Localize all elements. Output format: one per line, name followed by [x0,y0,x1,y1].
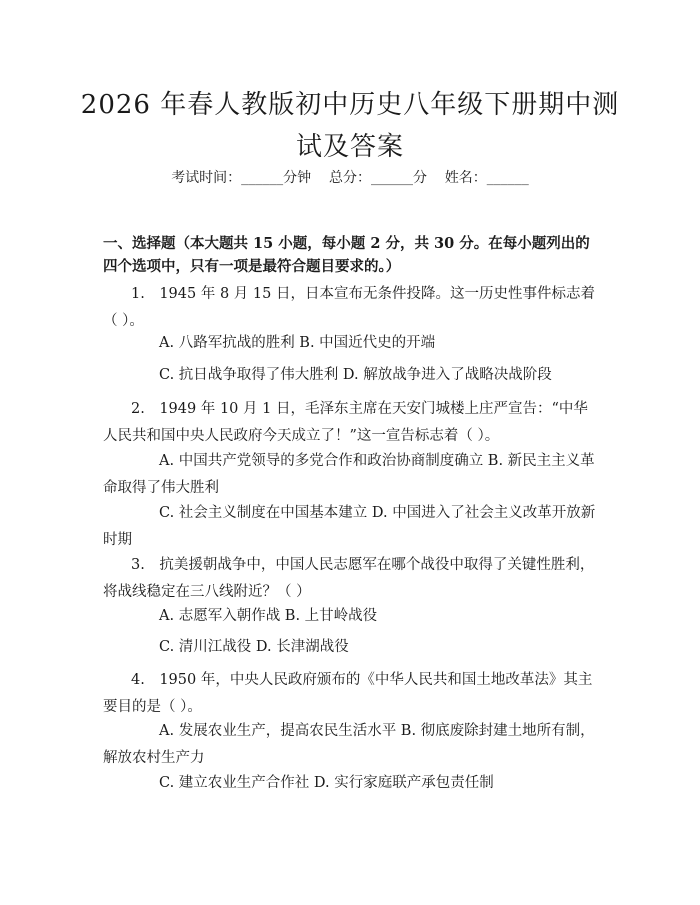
question-3-stem: 3. 抗美援朝战争中，中国人民志愿军在哪个战役中取得了关键性胜利，将战线稳定在三八线附近？（ ） [103,557,595,600]
exam-title-line1: 2026 年春人教版初中历史八年级下册期中测 [80,90,620,120]
exam-title-line2: 试及答案 [295,132,404,162]
section-heading: 一、选择题（本大题共 15 小题，每小题 2 分，共 30 分。在每小题列出的四个选项中，只有一项是最符合题目要求的。） [103,235,590,275]
question-4-options-ab: A. 发展农业生产，提高农民生活水平 B. 彻底废除封建土地所有制，解放农村生产力 [103,723,595,766]
question-3-options-cd: C. 清川江战役 D. 长津湖战役 [159,639,349,655]
question-2-stem: 2. 1949 年 10 月 1 日，毛泽东主席在天安门城楼上庄严宣告：“中华人民共和国中央人民政府今天成立了！”这一宣告标志着（ ）。 [103,401,588,444]
question-1-options-ab: A. 八路军抗战的胜利 B. 中国近代史的开端 [159,335,436,351]
question-4-stem: 4. 1950 年，中央人民政府颁布的《中华人民共和国土地改革法》其主要目的是（ ）。 [103,672,593,715]
question-3-options-ab: A. 志愿军入朝作战 B. 上甘岭战役 [159,608,378,624]
question-1-options-cd: C. 抗日战争取得了伟大胜利 D. 解放战争进入了战略决战阶段 [159,367,552,383]
question-2-options-ab: A. 中国共产党领导的多党合作和政治协商制度确立 B. 新民主主义革命取得了伟大胜利 [103,453,595,496]
exam-meta-line: 考试时间：______分钟 总分：______分 姓名：______ [171,170,529,186]
question-4-options-cd: C. 建立农业生产合作社 D. 实行家庭联产承包责任制 [159,775,494,791]
question-1-stem: 1. 1945 年 8 月 15 日，日本宣布无条件投降。这一历史性事件标志着（ ）。 [103,286,595,329]
exam-title [80,84,620,168]
question-2-options-cd: C. 社会主义制度在中国基本建立 D. 中国进入了社会主义改革开放新时期 [103,505,596,548]
